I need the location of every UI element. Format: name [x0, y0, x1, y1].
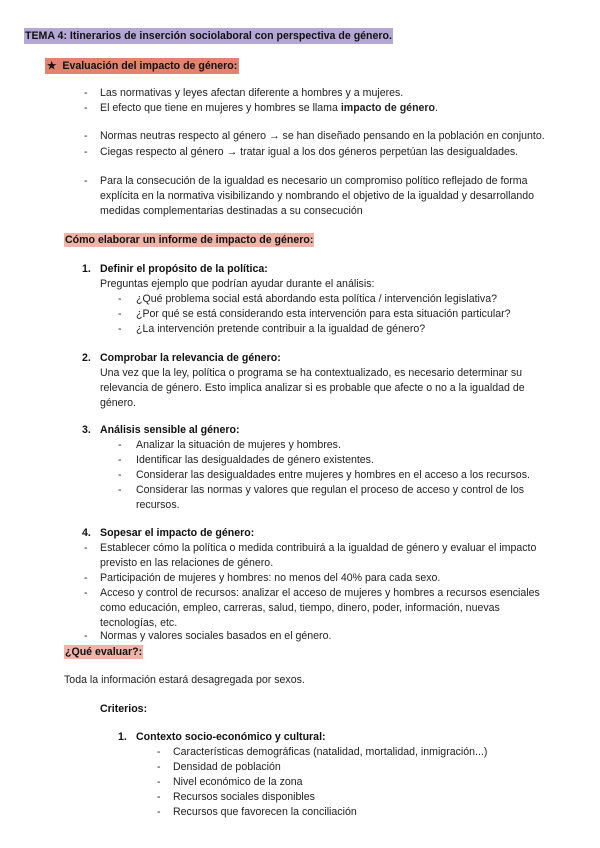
dash: -: [157, 776, 161, 788]
dash: -: [84, 542, 88, 554]
list-item-line: como educación, empleo, carreras, salud, tiempo, dinero, poder, información, nuevas: [100, 602, 500, 614]
dash: -: [118, 469, 122, 481]
list-item-line: previsto en las relaciones de género.: [100, 557, 274, 569]
list-item-line: tecnologías, etc.: [100, 617, 178, 629]
dash: -: [118, 484, 122, 496]
step-number: 4.: [82, 527, 91, 539]
dash: -: [118, 308, 122, 320]
title-text: TEMA 4: Itinerarios de inserción sociolaboral con perspectiva de género.: [25, 30, 392, 42]
step-number: 1.: [82, 263, 91, 275]
list-item-line: medidas complementarias destinadas a su consecución: [100, 205, 363, 217]
dash: -: [157, 746, 161, 758]
list-item: ¿La intervención pretende contribuir a la igualdad de género?: [136, 323, 426, 335]
paragraph-line: género.: [100, 397, 136, 409]
dash: -: [84, 630, 88, 642]
list-item: Recursos sociales disponibles: [173, 791, 315, 803]
section-intro: Toda la información estará desagregada por sexos.: [64, 674, 305, 686]
step-title: Sopesar el impacto de género:: [100, 527, 255, 539]
step-title: Definir el propósito de la política:: [100, 263, 268, 275]
list-item: Las normativas y leyes afectan diferente a hombres y a mujeres.: [100, 87, 404, 99]
list-item: Ciegas respecto al género → tratar igual a los dos géneros perpetúan las desigualdades.: [100, 146, 519, 158]
dash: -: [118, 323, 122, 335]
dash: -: [84, 572, 88, 584]
dash: -: [157, 791, 161, 803]
dash: -: [118, 293, 122, 305]
dash: -: [118, 439, 122, 451]
section-heading-evaluacion: [45, 59, 239, 73]
list-item: Identificar las desigualdades de género existentes.: [136, 454, 374, 466]
list-item: Analizar la situación de mujeres y hombres.: [136, 439, 341, 451]
list-item: Acceso y control de recursos: analizar el acceso de mujeres y hombres a recursos esenciales: [100, 587, 540, 599]
dash: -: [157, 761, 161, 773]
list-item: Considerar las normas y valores que regulan el proceso de acceso y control de los: [136, 484, 525, 496]
list-item: Considerar las desigualdades entre mujeres y hombres en el acceso a los recursos.: [136, 469, 530, 481]
list-item-line: Para la consecución de la igualdad es necesario un compromiso político reflejado de forma: [100, 175, 528, 187]
list-item: Recursos que favorecen la conciliación: [173, 806, 357, 818]
step-title: Análisis sensible al género:: [100, 424, 240, 436]
list-item-line: recursos.: [136, 499, 180, 511]
dash: -: [84, 130, 88, 142]
document-title: [24, 29, 393, 43]
star-icon: ★: [47, 60, 57, 72]
step-title: Comprobar la relevancia de género:: [100, 352, 281, 364]
list-item: Establecer cómo la política o medida contribuirá a la igualdad de género y evaluar el impacto: [100, 542, 537, 554]
criterion-title: Contexto socio-económico y cultural:: [136, 731, 326, 743]
step-intro: Preguntas ejemplo que podrían ayudar durante el análisis:: [100, 278, 375, 290]
criteria-label: Criterios:: [100, 703, 148, 715]
paragraph-line: Una vez que la ley, política o programa se ha contextualizado, es necesario determinar su: [100, 367, 523, 379]
list-item: Normas neutras respecto al género → se han diseñado pensando en la población en conjunto.: [100, 130, 545, 142]
section-heading-que-evaluar: ¿Qué evaluar?:: [65, 646, 143, 658]
step-number: 2.: [82, 352, 91, 364]
list-item-line: explícita en la normativa visibilizando y nombrando el objetivo de la igualdad y desarrollando: [100, 190, 535, 202]
list-item: Densidad de población: [173, 761, 281, 773]
dash: -: [84, 587, 88, 599]
list-item: Características demográficas (natalidad, mortalidad, inmigración...): [173, 746, 488, 758]
criterion-number: 1.: [118, 731, 127, 743]
heading-text: Evaluación del impacto de género:: [62, 60, 238, 72]
dash: -: [157, 806, 161, 818]
list-item: Nivel económico de la zona: [173, 776, 303, 788]
section-heading-informe: Cómo elaborar un informe de impacto de género:: [65, 234, 314, 246]
dash: -: [84, 102, 88, 114]
dash: -: [84, 146, 88, 158]
paragraph-line: relevancia de género. Esto implica analizar si es probable que afecte o no a la igualdad de: [100, 382, 525, 394]
dash: -: [84, 87, 88, 99]
dash: -: [84, 175, 88, 187]
list-item: Participación de mujeres y hombres: no menos del 40% para cada sexo.: [100, 572, 441, 584]
dash: -: [118, 454, 122, 466]
list-item: ¿Qué problema social está abordando esta política / intervención legislativa?: [136, 293, 497, 305]
list-item: Normas y valores sociales basados en el género.: [100, 630, 332, 642]
list-item: El efecto que tiene en mujeres y hombres se llama impacto de género.: [100, 102, 438, 114]
list-item: ¿Por qué se está considerando esta intervención para esta situación particular?: [136, 308, 511, 320]
step-number: 3.: [82, 424, 91, 436]
